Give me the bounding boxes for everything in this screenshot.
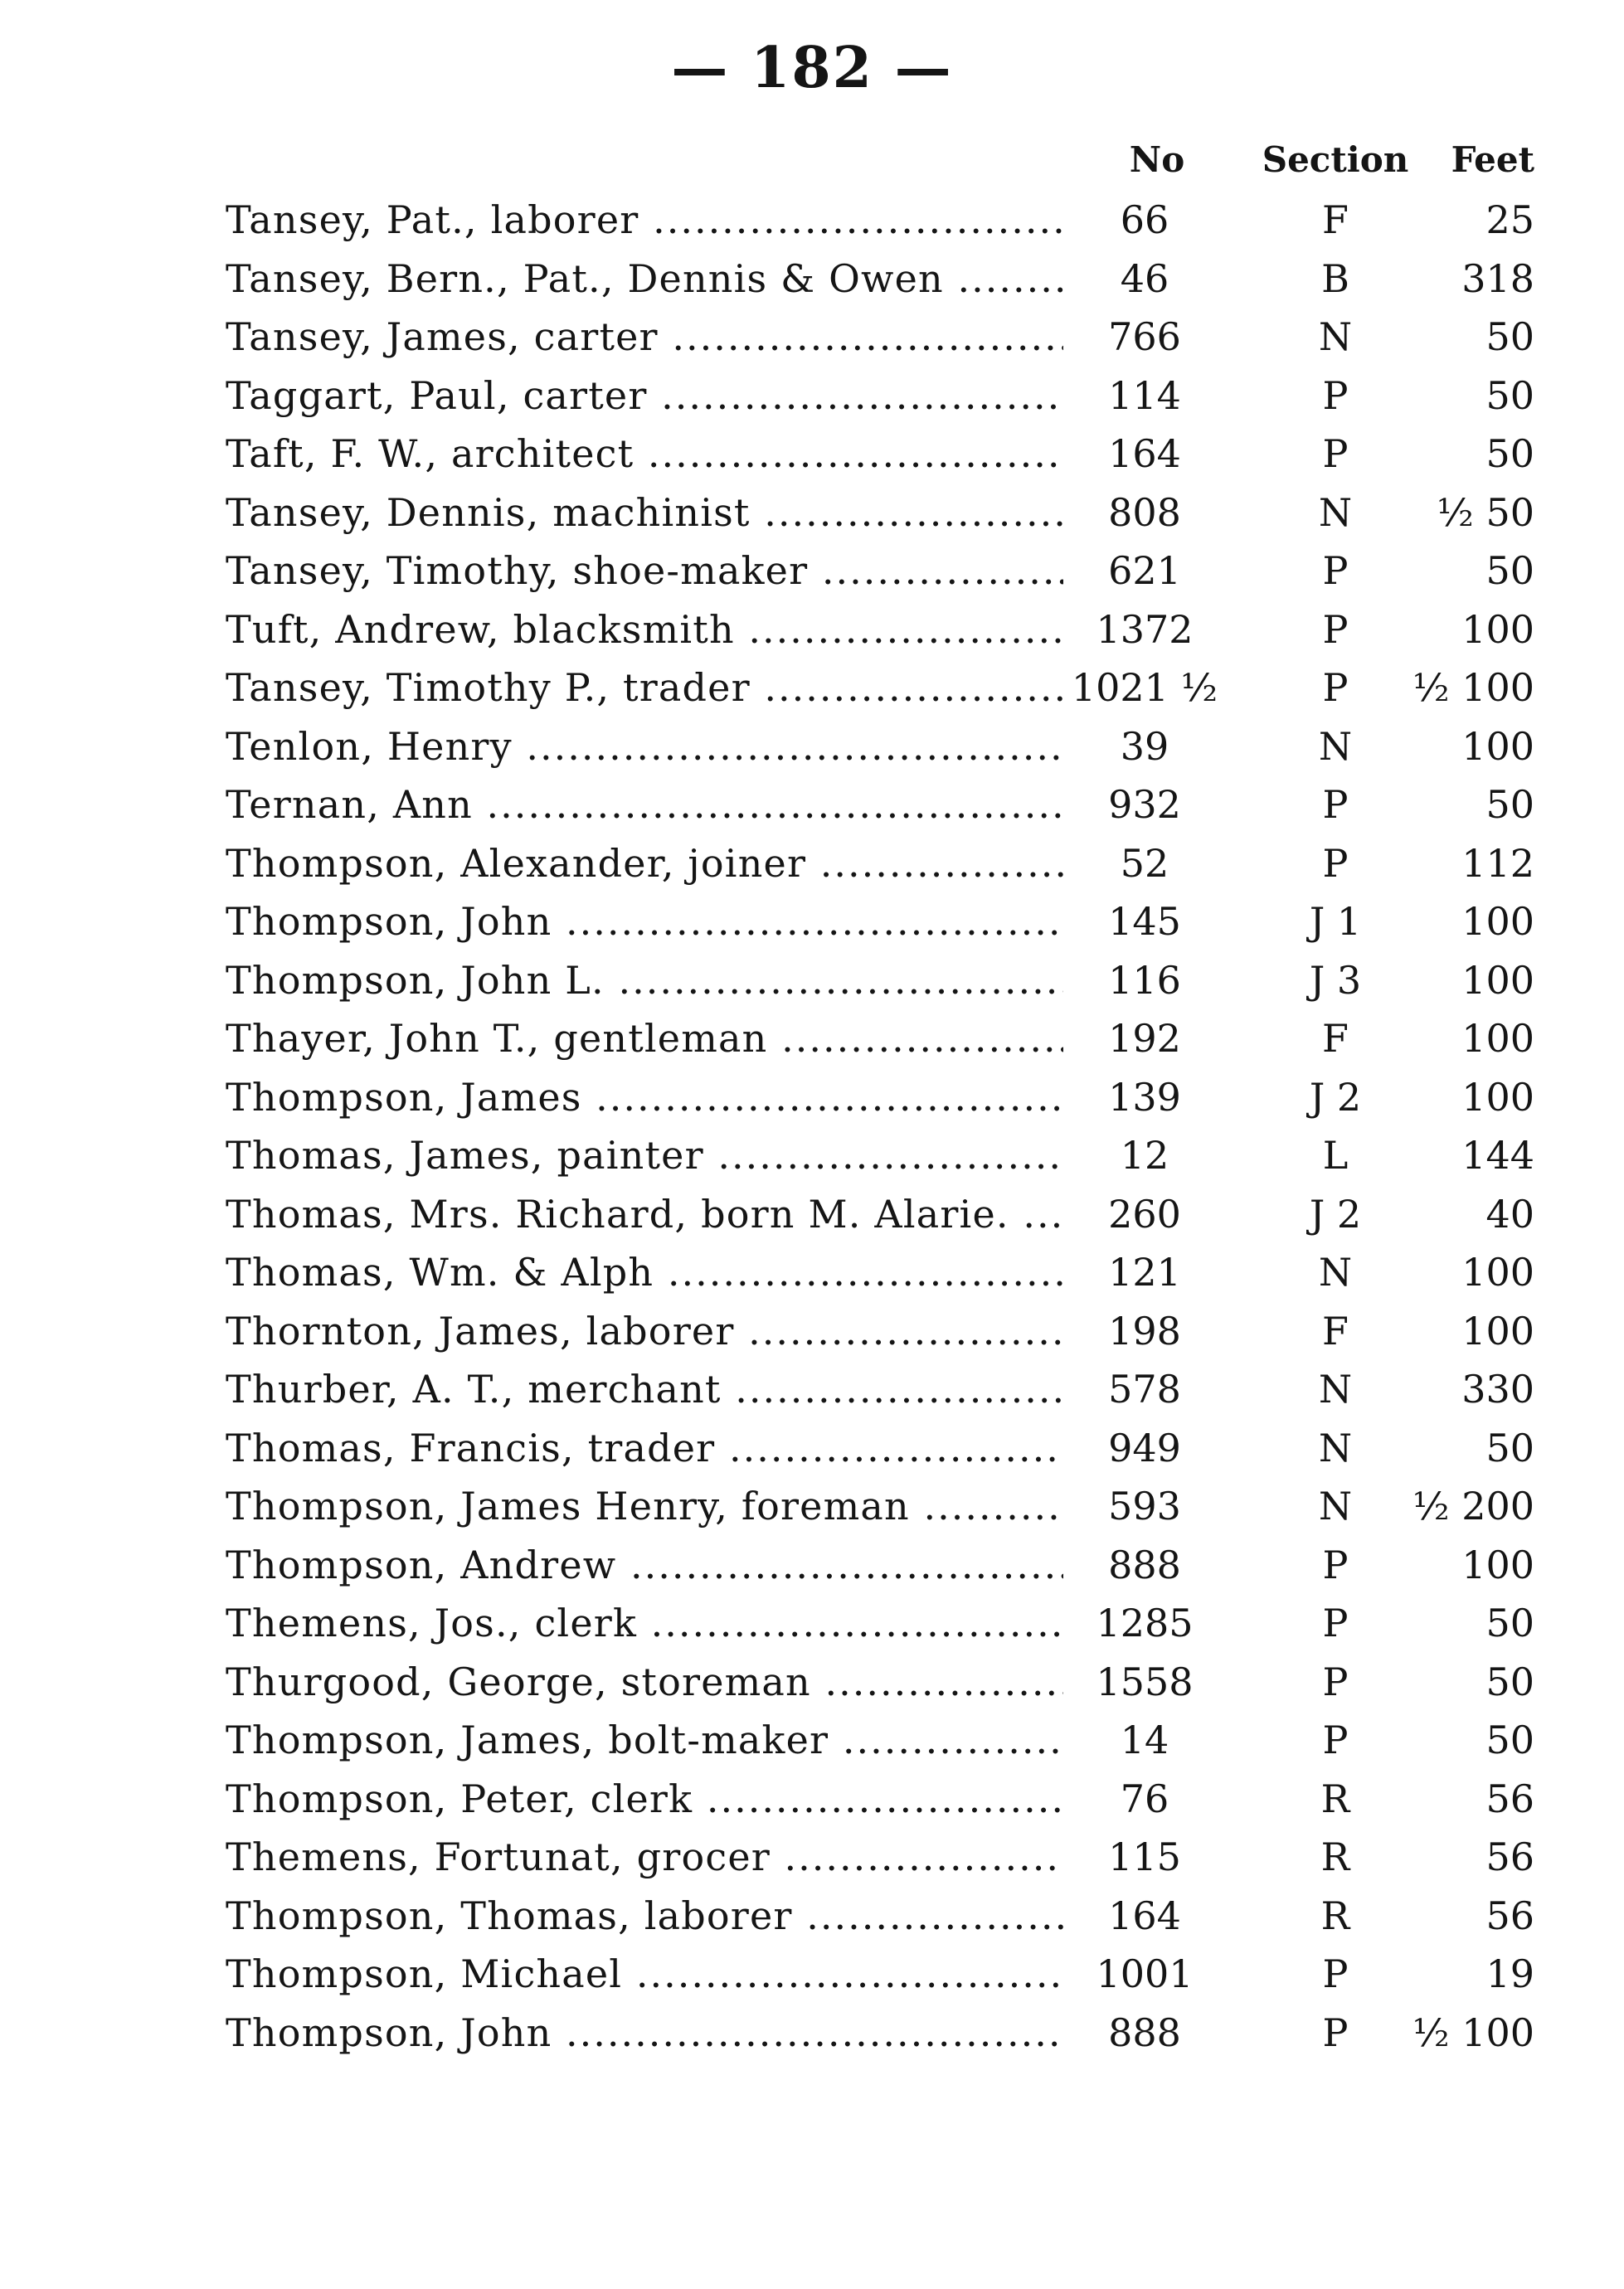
entry-section: N — [1318, 1250, 1353, 1295]
entry-section: F — [1322, 197, 1349, 242]
list-item — [0, 1187, 1624, 1246]
column-header-section: Section — [1262, 139, 1409, 180]
entry-name: Thurgood, George, storeman ..... — [226, 1660, 1063, 1704]
list-item — [0, 1830, 1624, 1888]
list-item — [0, 1128, 1624, 1187]
list-item — [0, 426, 1624, 485]
entry-name: Thomas, Francis, trader ..... — [226, 1426, 1063, 1470]
list-item — [0, 1771, 1624, 1830]
entry-section: P — [1322, 1542, 1349, 1587]
entry-section: R — [1320, 1893, 1350, 1938]
entry-feet: 56 — [1485, 1835, 1534, 1879]
entry-name: Thompson, Andrew ..... — [226, 1543, 1063, 1587]
entry-section: L — [1322, 1133, 1349, 1178]
entry-feet: 40 — [1485, 1191, 1534, 1237]
entry-feet: 100 — [1461, 606, 1534, 652]
entry-name: Tansey, Bern., Pat., Dennis & Owen ..... — [226, 256, 1063, 301]
entry-section: P — [1322, 606, 1349, 652]
entry-feet: 50 — [1485, 372, 1534, 418]
entry-name: Thompson, John L. ..... — [226, 958, 1063, 1003]
entry-feet: 100 — [1461, 1542, 1534, 1587]
entry-section: J 1 — [1309, 899, 1362, 944]
entry-feet: 100 — [1461, 1250, 1534, 1295]
entry-section: P — [1322, 1659, 1349, 1704]
entry-section: P — [1322, 665, 1349, 710]
entry-no: 1558 — [1096, 1659, 1194, 1704]
entry-section: N — [1318, 314, 1353, 359]
entry-section: N — [1318, 1367, 1353, 1412]
list-item — [0, 192, 1624, 251]
entry-section: F — [1322, 1016, 1349, 1061]
entry-feet: 144 — [1461, 1133, 1534, 1178]
entry-no: 164 — [1108, 431, 1181, 476]
list-item — [0, 1538, 1624, 1596]
entry-section: P — [1322, 840, 1349, 886]
entry-feet: 50 — [1485, 548, 1534, 593]
list-item — [0, 1479, 1624, 1538]
entry-no: 593 — [1108, 1484, 1181, 1528]
entry-no: 766 — [1108, 314, 1181, 359]
entry-name: Ternan, Ann ..... — [226, 782, 1063, 827]
entry-feet: 50 — [1485, 1718, 1534, 1762]
list-item — [0, 368, 1624, 427]
entry-no: 1372 — [1096, 606, 1194, 652]
entry-feet: 25 — [1485, 197, 1534, 242]
entry-name: Thompson, James, bolt-maker ..... — [226, 1718, 1063, 1762]
entry-name: Thompson, John ..... — [226, 2010, 1063, 2055]
entry-feet: 318 — [1461, 255, 1534, 301]
entry-no: 192 — [1108, 1016, 1181, 1061]
entry-no: 76 — [1120, 1776, 1169, 1821]
entry-feet: ½ 50 — [1437, 489, 1534, 535]
list-item — [0, 894, 1624, 953]
entry-feet: 100 — [1461, 1308, 1534, 1353]
entry-section: P — [1322, 372, 1349, 418]
list-item — [0, 1888, 1624, 1947]
entry-feet: 50 — [1485, 1659, 1534, 1704]
entry-no: 1285 — [1096, 1601, 1194, 1645]
list-item — [0, 1304, 1624, 1363]
entry-name: Tansey, Pat., laborer ..... — [226, 197, 1063, 242]
entry-feet: 50 — [1485, 431, 1534, 476]
entry-feet: 100 — [1461, 957, 1534, 1003]
entry-no: 12 — [1120, 1133, 1169, 1178]
entry-no: 808 — [1108, 489, 1181, 535]
entry-no: 145 — [1108, 899, 1181, 944]
entry-section: N — [1318, 1425, 1353, 1470]
entry-no: 578 — [1108, 1367, 1181, 1412]
entry-section: R — [1320, 1835, 1350, 1879]
entry-no: 139 — [1108, 1074, 1181, 1120]
entry-section: R — [1320, 1776, 1350, 1821]
entry-name: Thornton, James, laborer ..... — [226, 1309, 1063, 1353]
entry-name: Thomas, Mrs. Richard, born M. Alarie. ..... — [226, 1192, 1063, 1237]
entry-no: 888 — [1108, 1542, 1181, 1587]
entry-feet: 100 — [1461, 1016, 1534, 1061]
list-item — [0, 1245, 1624, 1304]
entry-feet: 330 — [1461, 1367, 1534, 1412]
column-header-no: No — [1129, 139, 1185, 180]
entry-list — [0, 192, 1624, 2063]
entry-name: Thomas, Wm. & Alph ..... — [226, 1250, 1063, 1295]
entry-no: 888 — [1108, 2010, 1181, 2055]
entry-no: 52 — [1120, 840, 1169, 886]
list-item — [0, 777, 1624, 836]
entry-no: 39 — [1120, 723, 1169, 769]
entry-name: Tansey, Dennis, machinist ..... — [226, 490, 1063, 535]
entry-feet: ½ 200 — [1412, 1484, 1534, 1528]
entry-feet: 112 — [1461, 840, 1534, 886]
entry-name: Thomas, James, painter ..... — [226, 1133, 1063, 1178]
entry-feet: 50 — [1485, 314, 1534, 359]
entry-feet: 19 — [1485, 1951, 1534, 1996]
entry-name: Thayer, John T., gentleman ..... — [226, 1016, 1063, 1061]
list-item — [0, 2005, 1624, 2064]
entry-name: Thurber, A. T., merchant ..... — [226, 1367, 1063, 1412]
entry-no: 260 — [1108, 1191, 1181, 1237]
entry-no: 621 — [1108, 548, 1181, 593]
list-item — [0, 1655, 1624, 1713]
entry-name: Themens, Fortunat, grocer ..... — [226, 1835, 1063, 1879]
entry-section: P — [1322, 1951, 1349, 1996]
list-item — [0, 309, 1624, 368]
entry-name: Thompson, Michael ..... — [226, 1951, 1063, 1996]
entry-no: 114 — [1108, 372, 1181, 418]
entry-no: 121 — [1108, 1250, 1181, 1295]
entry-section: N — [1318, 489, 1353, 535]
entry-no: 1021 ½ — [1071, 665, 1218, 710]
entry-section: J 2 — [1309, 1191, 1362, 1237]
entry-name: Tansey, James, carter ..... — [226, 314, 1063, 359]
list-item — [0, 1713, 1624, 1771]
entry-name: Thompson, James Henry, foreman ..... — [226, 1484, 1063, 1528]
entry-feet: 100 — [1461, 1074, 1534, 1120]
entry-name: Tuft, Andrew, blacksmith ..... — [226, 607, 1063, 652]
entry-section: P — [1322, 2010, 1349, 2055]
entry-name: Taggart, Paul, carter ..... — [226, 373, 1063, 418]
list-item — [0, 660, 1624, 719]
entry-name: Thompson, Alexander, joiner ..... — [226, 841, 1063, 886]
entry-feet: ½ 100 — [1412, 2010, 1534, 2055]
entry-section: P — [1322, 782, 1349, 827]
list-item — [0, 1362, 1624, 1421]
list-item — [0, 251, 1624, 310]
entry-name: Thompson, Peter, clerk ..... — [226, 1776, 1063, 1821]
list-item — [0, 836, 1624, 895]
entry-name: Taft, F. W., architect ..... — [226, 431, 1063, 476]
list-item — [0, 602, 1624, 661]
entry-section: P — [1322, 431, 1349, 476]
entry-feet: 50 — [1485, 1425, 1534, 1470]
column-header-feet: Feet — [1451, 139, 1534, 180]
list-item — [0, 1421, 1624, 1480]
entry-name: Themens, Jos., clerk ..... — [226, 1601, 1063, 1645]
entry-name: Thompson, Thomas, laborer ..... — [226, 1893, 1063, 1938]
entry-feet: ½ 100 — [1412, 665, 1534, 710]
list-item — [0, 953, 1624, 1012]
entry-no: 164 — [1108, 1893, 1181, 1938]
entry-name: Tansey, Timothy, shoe-maker ..... — [226, 548, 1063, 593]
list-item — [0, 1596, 1624, 1655]
entry-name: Tenlon, Henry ..... — [226, 724, 1063, 769]
entry-no: 46 — [1120, 255, 1169, 301]
entry-name: Thompson, John ..... — [226, 899, 1063, 944]
list-item — [0, 1011, 1624, 1070]
entry-feet: 50 — [1485, 782, 1534, 827]
entry-no: 198 — [1108, 1308, 1181, 1353]
entry-section: B — [1321, 255, 1349, 301]
entry-section: P — [1322, 1718, 1349, 1762]
list-item — [0, 1070, 1624, 1129]
list-item — [0, 543, 1624, 602]
entry-no: 949 — [1108, 1425, 1181, 1470]
entry-section: N — [1318, 723, 1353, 769]
entry-name: Tansey, Timothy P., trader ..... — [226, 665, 1063, 710]
page-number: — 182 — — [671, 35, 953, 101]
entry-no: 14 — [1120, 1718, 1169, 1762]
entry-section: J 3 — [1309, 957, 1362, 1003]
entry-no: 116 — [1108, 957, 1181, 1003]
entry-feet: 56 — [1485, 1893, 1534, 1938]
entry-feet: 56 — [1485, 1776, 1534, 1821]
entry-section: J 2 — [1309, 1074, 1362, 1120]
list-item — [0, 1946, 1624, 2005]
list-item — [0, 719, 1624, 778]
entry-no: 1001 — [1096, 1951, 1194, 1996]
entry-feet: 100 — [1461, 723, 1534, 769]
entry-section: F — [1322, 1308, 1349, 1353]
entry-feet: 50 — [1485, 1601, 1534, 1645]
entry-feet: 100 — [1461, 899, 1534, 944]
entry-no: 66 — [1120, 197, 1169, 242]
entry-section: N — [1318, 1484, 1353, 1528]
entry-name: Thompson, James ..... — [226, 1075, 1063, 1120]
entry-no: 115 — [1108, 1835, 1181, 1879]
list-item — [0, 485, 1624, 544]
entry-section: P — [1322, 548, 1349, 593]
entry-section: P — [1322, 1601, 1349, 1645]
entry-no: 932 — [1108, 782, 1181, 827]
